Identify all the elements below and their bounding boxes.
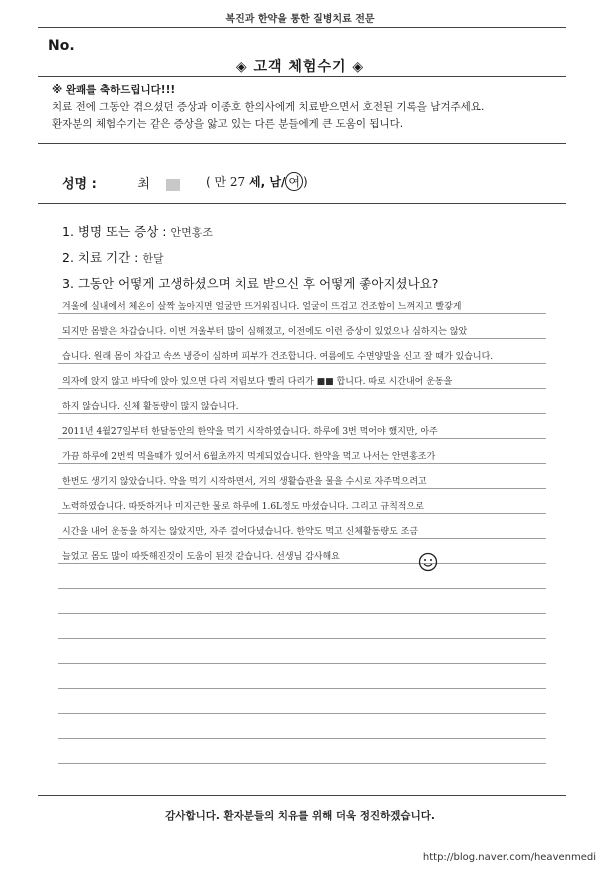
ruled-line: [58, 763, 546, 764]
ruled-line: [58, 738, 546, 739]
footer-thanks: 감사합니다. 환자분들의 치유를 위해 더욱 정진하겠습니다.: [165, 810, 435, 822]
header-divider: [38, 27, 566, 28]
handwriting-line: 늘었고 몸도 많이 따뜻해진것이 도움이 된것 같습니다. 선생님 감사해요: [62, 552, 340, 562]
ruled-line: [58, 663, 546, 664]
name-divider: [38, 203, 566, 204]
ruled-line: [58, 463, 546, 464]
handwriting-line: 하지 않습니다. 신체 활동량이 많지 않습니다.: [62, 402, 239, 412]
ruled-line: [58, 338, 546, 339]
handwriting-line: 2011년 4월27일부터 한달동안의 한약을 먹기 시작하였습니다. 하루에 3번 먹어야 했지만, 아주: [62, 427, 438, 437]
handwriting-line: 의자에 앉지 않고 바닥에 앉아 있으면 다리 저림보다 빨리 다리가 ■■ 합니다. 따로 시간내어 운동을: [62, 377, 453, 387]
handwriting-line: 시간을 내어 운동을 하지는 않았지만, 자주 걸어다녔습니다. 한약도 먹고 신체활동량도 조금: [62, 527, 419, 537]
footer-divider: [38, 795, 566, 796]
form-title: ◈ 고객 체험수기 ◈: [235, 59, 365, 75]
ruled-line: [58, 363, 546, 364]
gender-selected: 여: [285, 172, 303, 191]
ruled-line: [58, 688, 546, 689]
instruction-line: 치료 전에 그동안 겪으셨던 증상과 이종호 한의사에게 치료받으면서 호전된 기록을 남겨주세요.: [52, 101, 485, 113]
age-open: ( 만: [206, 175, 227, 189]
handwriting-line: 겨울에 실내에서 체온이 살짝 높아지면 얼굴만 뜨거워집니다. 얼굴이 뜨겁고 건조함이 느껴지고 빨갛게: [62, 302, 462, 312]
ruled-line: [58, 513, 546, 514]
question-2: [62, 248, 164, 266]
form-number-label: No.: [48, 38, 75, 54]
name-label: 성명 :: [62, 177, 97, 192]
congrats-line: ※ 완쾌를 축하드립니다!!!: [52, 84, 176, 96]
name-field: [62, 173, 180, 192]
ruled-line: [58, 563, 546, 564]
handwriting-line: 노력하였습니다. 따뜻하거나 미지근한 물로 하루에 1.6L정도 마셨습니다. 그리고 규칙적으로: [62, 502, 424, 512]
instruction-line-2: 환자분의 체험수기는 같은 증상을 앓고 있는 다른 분들에게 큰 도움이 됩니다.: [52, 118, 404, 130]
age-close: ): [302, 175, 308, 189]
ruled-line: [58, 488, 546, 489]
q2-label: 2. 치료 기간 :: [62, 250, 139, 265]
ruled-line: [58, 413, 546, 414]
name-value: 최: [137, 177, 150, 192]
clinic-tagline: 복진과 한약을 통한 질병치료 전문: [225, 14, 375, 25]
ruled-line: [58, 588, 546, 589]
handwriting-line: 가끔 하루에 2번씩 먹을때가 있어서 6월초까지 먹게되었습니다. 한약을 먹고 나서는 안면홍조가: [62, 452, 436, 462]
handwriting-line: 습니다. 원래 몸이 차갑고 속쓰 냉증이 심하며 피부가 건조합니다. 여름에도 수면양말을 신고 잘 때가 있습니다.: [62, 352, 494, 362]
q2-answer: 한달: [142, 252, 164, 265]
question-3: 3. 그동안 어떻게 고생하셨으며 치료 받으신 후 어떻게 좋아지셨나요?: [62, 276, 439, 291]
ruled-line: [58, 538, 546, 539]
handwriting-line: 한번도 생기지 않았습니다. 약을 먹기 시작하면서, 거의 생활습관을 물을 수시로 자주먹으려고: [62, 477, 427, 487]
title-divider: [38, 76, 566, 77]
age-value: 27: [229, 175, 246, 189]
intro-divider: [38, 143, 566, 144]
q1-answer: 안면홍조: [170, 226, 213, 239]
ruled-line: [58, 438, 546, 439]
ruled-line: [58, 613, 546, 614]
age-suffix: 세, 남/: [249, 175, 286, 189]
ruled-line: [58, 388, 546, 389]
ruled-line: [58, 713, 546, 714]
question-1: [62, 222, 213, 240]
q1-label: 1. 병명 또는 증상 :: [62, 224, 167, 239]
ruled-line: [58, 638, 546, 639]
ruled-line: [58, 313, 546, 314]
redacted-name-block: [166, 179, 180, 191]
smiley-icon: [418, 552, 438, 572]
handwriting-line: 되지만 몸발은 차갑습니다. 이번 겨울부터 많이 심해졌고, 이전에도 이런 증상이 있었으나 심하지는 않았: [62, 327, 468, 337]
blog-watermark: http://blog.naver.com/heavenmedi: [422, 852, 596, 863]
age-gender-field: [206, 172, 308, 191]
